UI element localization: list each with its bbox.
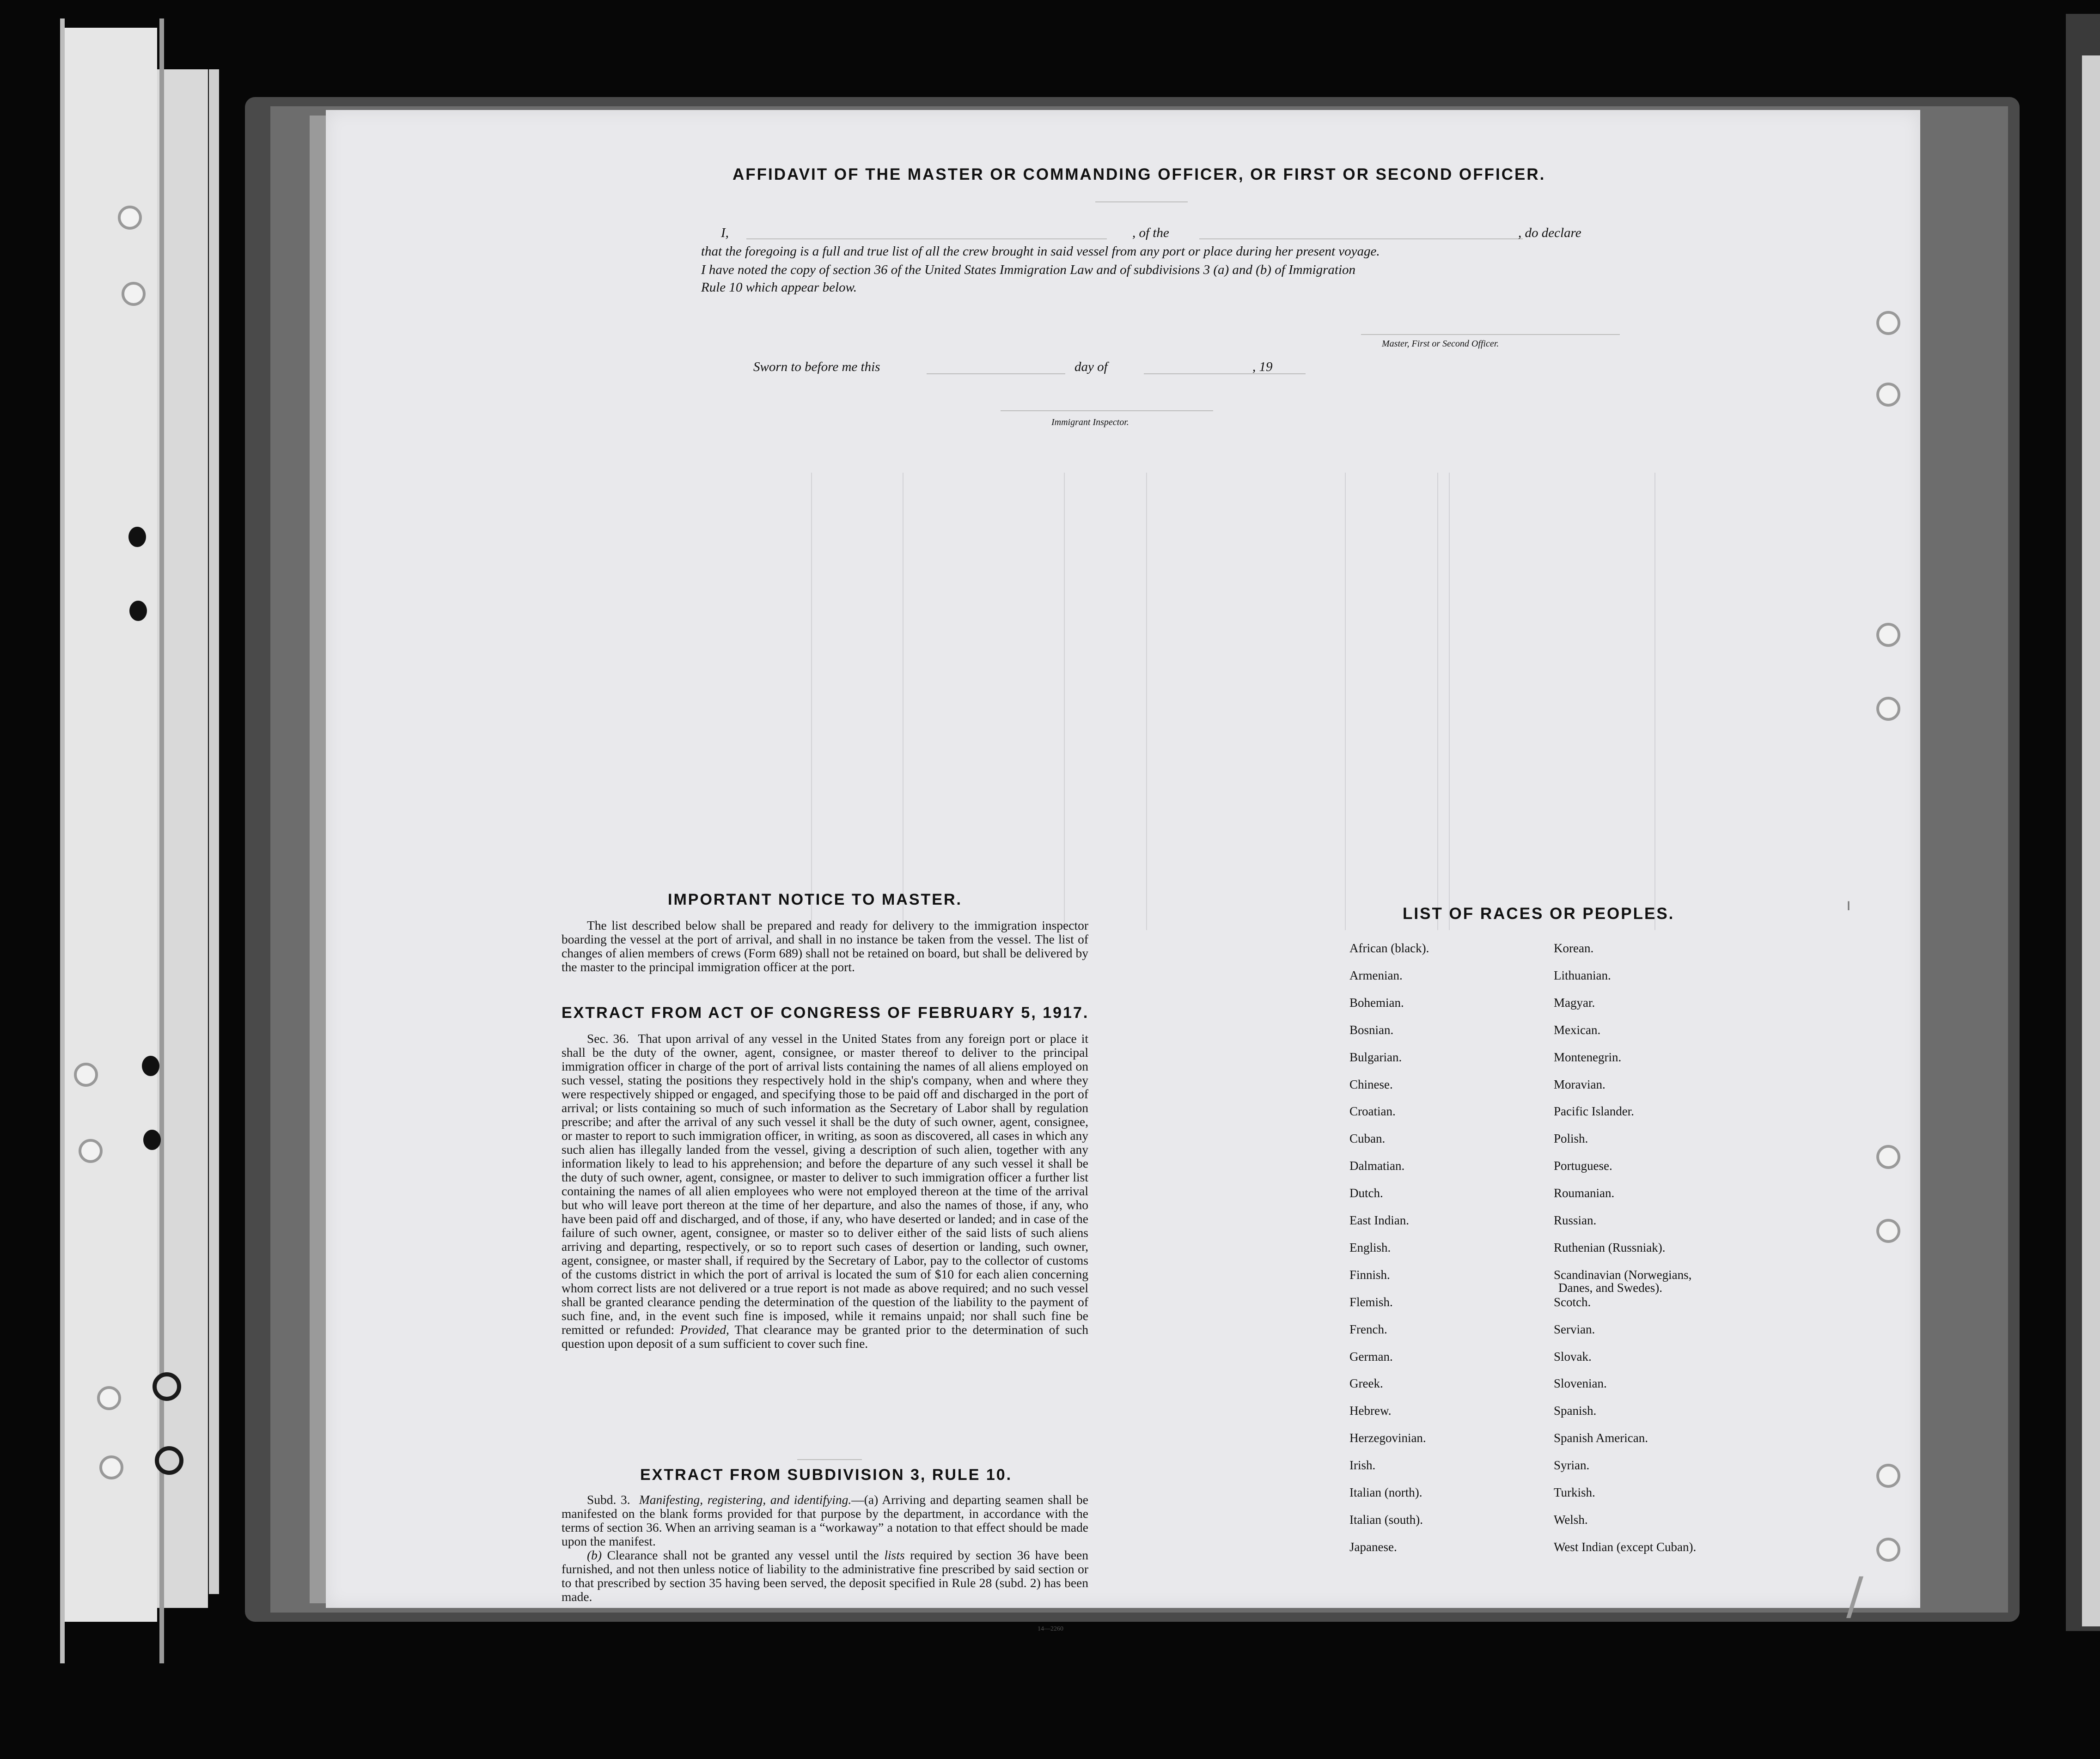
race-item: Armenian. xyxy=(1349,968,1403,982)
extract-act-title: EXTRACT FROM ACT OF CONGRESS OF FEBRUARY 5, 1917. xyxy=(562,1004,1089,1022)
race-item: Scandinavian (Norwegians, xyxy=(1554,1267,1692,1282)
inspector-label: Immigrant Inspector. xyxy=(1051,417,1129,427)
affidavit-i: I, xyxy=(721,225,729,240)
race-item: Magyar. xyxy=(1554,995,1595,1010)
pencil-mark: ı xyxy=(1846,895,1851,914)
subd-a-text xyxy=(562,1493,1088,1548)
notice-paragraph xyxy=(562,919,1088,974)
race-item: Bohemian. xyxy=(1349,995,1404,1010)
subd-b-label: (b) xyxy=(587,1548,602,1562)
affidavit-line-4: Rule 10 which appear below. xyxy=(701,280,857,295)
column-rule xyxy=(1449,473,1450,930)
race-item: African (black). xyxy=(1349,941,1429,955)
race-item: Hebrew. xyxy=(1349,1404,1392,1418)
race-item: Spanish American. xyxy=(1554,1431,1648,1445)
race-item: Slovenian. xyxy=(1554,1376,1607,1391)
inspector-signature-line xyxy=(1001,410,1213,411)
subd-b-text xyxy=(562,1548,1088,1604)
divider xyxy=(797,1459,862,1460)
race-item: Dutch. xyxy=(1349,1186,1383,1200)
extract-act-body xyxy=(562,1032,1088,1351)
race-item: Mexican. xyxy=(1554,1023,1601,1037)
provided-word: Provided, xyxy=(680,1322,729,1337)
race-item: Roumanian. xyxy=(1554,1186,1615,1200)
master-label: Master, First or Second Officer. xyxy=(1382,339,1499,349)
day-blank xyxy=(927,373,1065,374)
vessel-blank xyxy=(1199,238,1523,239)
punch-hole xyxy=(1876,1538,1900,1562)
right-page-edge xyxy=(2082,55,2100,1626)
race-item: Bosnian. xyxy=(1349,1023,1394,1037)
column-rule xyxy=(811,473,812,930)
divider xyxy=(1095,201,1188,202)
race-item-continued: Danes, and Swedes). xyxy=(1558,1281,1662,1295)
extract-rule-body xyxy=(562,1493,1088,1604)
left-page-strip-3 xyxy=(209,69,219,1594)
column-rule xyxy=(1654,473,1655,930)
section-text: That upon arrival of any vessel in the United States from any foreign port or place it shall be the duty of the owner, agent, consignee, or master thereof to deliver to the principal immigration officer in charge of the port of arrival lists containing the names of all aliens employed on such vessel, stating the positions they respectively hold in the ship's company, when and where they were respectively shipped or engaged, and specifying those to be paid off and discharged in the port of arrival; or lists containing so much of such information as the Secretary of Labor shall by regulation prescribe; and after the arrival of any such vessel it shall be the duty of such owner, agent, consignee, or master to report to such immigration officer, in writing, as soon as discovered, all cases in which any such alien has illegally landed from the vessel, giving a description of such alien, together with any information likely to lead to his apprehension; and before the departure of any such vessel it shall be the duty of such owner, agent, consignee, or master to deliver to such immigration officer a further list containing the names of all alien employees who were not employed thereon at the time of the arrival but who will leave port thereon at the time of her departure, and also the names of those, if any, who have been paid off and discharged, and of those, if any, who have deserted or landed; and in case of the failure of such owner, agent, consignee, or master so to deliver either of the said lists of such aliens arriving and departing, respectively, or so to report such cases of desertion or landing, such owner, agent, consignee, or master shall, if required by the Secretary of Labor, pay to the collector of customs of the customs district in which the port of arrival is located the sum of $10 for each alien concerning whom correct lists are not delivered or a true report is not made as above required; and no such vessel shall be granted clearance pending the determination of the question of the liability to the payment of such fine, and, in the event such fine is imposed, while it remains unpaid; nor shall such fine be remitted or refunded: xyxy=(562,1031,1088,1337)
race-item: Korean. xyxy=(1554,941,1594,955)
page-edge xyxy=(159,18,164,1663)
punch-hole xyxy=(97,1386,121,1410)
column-rule xyxy=(1146,473,1147,930)
punch-hole xyxy=(153,1372,181,1401)
month-blank xyxy=(1144,373,1306,374)
race-item: Turkish. xyxy=(1554,1485,1595,1499)
notice-title: IMPORTANT NOTICE TO MASTER. xyxy=(668,891,962,908)
section-36-text xyxy=(562,1032,1088,1351)
column-rule xyxy=(1345,473,1346,930)
race-item: Slovak. xyxy=(1554,1349,1592,1363)
column-rule xyxy=(1064,473,1065,930)
affidavit-do-declare: , do declare xyxy=(1518,225,1581,240)
race-item: Welsh. xyxy=(1554,1512,1588,1527)
race-item: Greek. xyxy=(1349,1376,1383,1391)
subd-label: Subd. 3. xyxy=(587,1492,630,1507)
race-item: Cuban. xyxy=(1349,1132,1386,1146)
races-title: LIST OF RACES OR PEOPLES. xyxy=(1403,905,1675,923)
race-item: Polish. xyxy=(1554,1132,1588,1146)
subd-b-2: required by section 36 have been furnished, and not then unless notice of liability to the administrative fine prescribed by said section or to that prescribed by section 35 having been served, the deposit specified in Rule 28 (subd. 2) has been made. xyxy=(562,1548,1089,1604)
notice-text: The list described below shall be prepared and ready for delivery to the immigration inspector boarding the vessel at the port of arrival, and shall in no instance be taken from the vessel. The list of changes of alien members of crews (Form 689) shall not be retained on board, but shall be delivered by the master to the principal immigration officer at the port. xyxy=(562,918,1088,974)
punch-hole xyxy=(1876,1219,1900,1243)
punch-hole xyxy=(129,601,147,621)
race-item: Ruthenian (Russniak). xyxy=(1554,1240,1666,1254)
race-item: Irish. xyxy=(1349,1458,1376,1473)
race-item: Herzegovinian. xyxy=(1349,1431,1426,1445)
race-item: Lithuanian. xyxy=(1554,968,1611,982)
left-page-strip xyxy=(65,28,157,1622)
race-item: French. xyxy=(1349,1322,1387,1336)
day-of-text: day of xyxy=(1074,359,1108,374)
punch-hole xyxy=(99,1455,123,1479)
punch-hole xyxy=(74,1063,98,1087)
punch-hole xyxy=(143,1130,161,1150)
subd-b-1: Clearance shall not be granted any vessel until the xyxy=(607,1548,879,1562)
race-item: Spanish. xyxy=(1554,1404,1597,1418)
name-blank xyxy=(746,238,1107,239)
punch-hole xyxy=(1876,1464,1900,1488)
race-item: Finnish. xyxy=(1349,1267,1390,1282)
punch-hole xyxy=(128,527,146,547)
punch-hole xyxy=(1876,311,1900,335)
punch-hole xyxy=(122,282,146,306)
race-item: Italian (north). xyxy=(1349,1485,1422,1499)
year-text: , 19 xyxy=(1252,359,1273,374)
race-item: Montenegrin. xyxy=(1554,1050,1622,1064)
punch-hole xyxy=(79,1139,103,1163)
section-label: Sec. 36. xyxy=(587,1031,629,1046)
subd-a: —(a) Arriving and departing seamen shall be manifested on the blank forms provided for that purpose by the department, in accordance with the terms of section 36. When an arriving seaman is a “workaway” a notation to that effect should be made upon the manifest. xyxy=(562,1492,1088,1548)
handwritten-mark: / xyxy=(1846,1566,1864,1625)
punch-hole xyxy=(1876,623,1900,647)
affidavit-of-the: , of the xyxy=(1132,225,1169,240)
extract-rule-title: EXTRACT FROM SUBDIVISION 3, RULE 10. xyxy=(640,1466,1013,1484)
affidavit-line-3: I have noted the copy of section 36 of the United States Immigration Law and of subdivisions 3 (a) and (b) of Immigration xyxy=(701,262,1356,277)
page-edge xyxy=(60,18,65,1663)
signature-line xyxy=(1361,334,1620,335)
document-page xyxy=(326,110,1920,1632)
race-item: German. xyxy=(1349,1349,1393,1363)
race-item: Moravian. xyxy=(1554,1077,1606,1091)
race-item: Scotch. xyxy=(1554,1295,1591,1309)
sworn-text: Sworn to before me this xyxy=(753,359,880,374)
race-item: Japanese. xyxy=(1349,1540,1397,1554)
race-item: Russian. xyxy=(1554,1213,1597,1227)
punch-hole xyxy=(1876,1145,1900,1169)
subd-heading: Manifesting, registering, and identifying. xyxy=(639,1492,852,1507)
race-item: English. xyxy=(1349,1240,1391,1254)
race-item: Pacific Islander. xyxy=(1554,1104,1634,1119)
race-item: Chinese. xyxy=(1349,1077,1393,1091)
race-item: Syrian. xyxy=(1554,1458,1590,1473)
punch-hole xyxy=(1876,383,1900,407)
race-item: Flemish. xyxy=(1349,1295,1393,1309)
race-item: Dalmatian. xyxy=(1349,1159,1405,1173)
race-item: Servian. xyxy=(1554,1322,1595,1336)
page-shadow xyxy=(310,116,328,1603)
subd-b-lists: lists xyxy=(884,1548,905,1562)
punch-hole xyxy=(118,206,142,230)
affidavit-title: AFFIDAVIT OF THE MASTER OR COMMANDING OFFICER, OR FIRST OR SECOND OFFICER. xyxy=(733,165,1546,183)
punch-hole xyxy=(155,1446,183,1475)
race-item: Italian (south). xyxy=(1349,1512,1423,1527)
punch-hole xyxy=(1876,697,1900,721)
form-code: 14—2260 xyxy=(1038,1625,1063,1632)
race-item: Portuguese. xyxy=(1554,1159,1612,1173)
race-item: Bulgarian. xyxy=(1349,1050,1402,1064)
affidavit-line-2: that the foregoing is a full and true list of all the crew brought in said vessel from any port or place during her present voyage. xyxy=(701,244,1380,259)
race-item: West Indian (except Cuban). xyxy=(1554,1540,1697,1554)
race-item: Croatian. xyxy=(1349,1104,1396,1119)
race-item: East Indian. xyxy=(1349,1213,1409,1227)
column-rule xyxy=(1437,473,1438,930)
punch-hole xyxy=(142,1056,159,1076)
section-tail: That clearance may be granted prior to the determination of such question upon deposit of a sum sufficient to cover such fine. xyxy=(562,1322,1088,1351)
